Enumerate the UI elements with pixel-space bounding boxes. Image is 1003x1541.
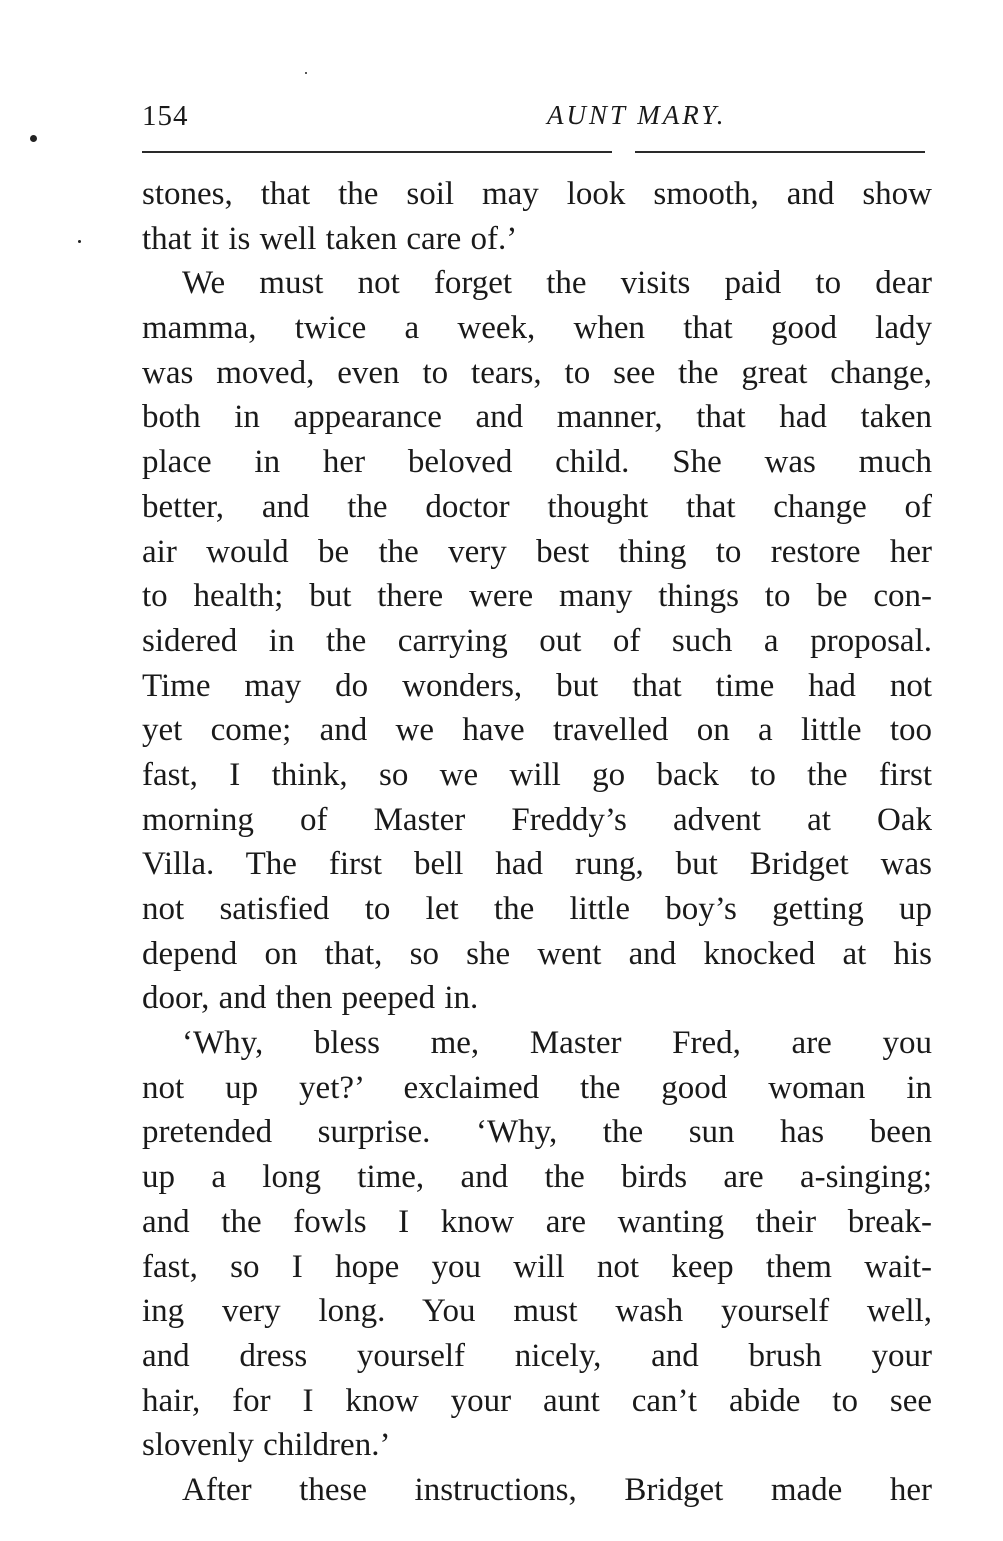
text-line: yet come; and we have travelled on a little too: [142, 712, 932, 749]
text-line: ing very long. You must wash yourself well,: [142, 1293, 932, 1330]
text-line: After these instructions, Bridget made her: [182, 1471, 932, 1508]
text-line: air would be the very best thing to restore her: [142, 533, 932, 570]
text-line: and the fowls I know are wanting their break-: [142, 1203, 932, 1240]
text-line: both in appearance and manner, that had taken: [142, 399, 932, 436]
text-line: place in her beloved child. She was much: [142, 444, 932, 481]
text-line: Time may do wonders, but that time had not: [142, 667, 932, 704]
text-line: not up yet?’ exclaimed the good woman in: [142, 1069, 932, 1106]
margin-speck: [30, 135, 37, 142]
text-line: door, and then peeped in.: [142, 980, 479, 1017]
text-line: mamma, twice a week, when that good lady: [142, 310, 932, 347]
text-line: and dress yourself nicely, and brush your: [142, 1337, 932, 1374]
text-line: up a long time, and the birds are a-singing;: [142, 1159, 932, 1196]
text-line: pretended surprise. ‘Why, the sun has been: [142, 1114, 932, 1151]
text-line: ‘Why, bless me, Master Fred, are you: [182, 1025, 932, 1062]
header-rule-right: [635, 151, 925, 153]
text-line: morning of Master Freddy’s advent at Oak: [142, 801, 932, 838]
text-line: to health; but there were many things to be con-: [142, 578, 932, 615]
text-line: not satisfied to let the little boy’s getting up: [142, 891, 932, 927]
text-line: fast, I think, so we will go back to the first: [142, 756, 932, 793]
text-line: that it is well taken care of.’: [142, 220, 518, 257]
text-line: hair, for I know your aunt can’t abide to see: [142, 1382, 932, 1419]
text-line: slovenly children.’: [142, 1427, 391, 1464]
text-line: fast, so I hope you will not keep them wait-: [142, 1248, 932, 1285]
running-title: AUNT MARY.: [547, 100, 727, 130]
text-line: Villa. The first bell had rung, but Bridget was: [142, 846, 932, 883]
text-line: We must not forget the visits paid to dear: [182, 265, 932, 302]
text-line: was moved, even to tears, to see the great change,: [142, 354, 932, 391]
header-rule-left: [142, 151, 612, 153]
margin-speck: [78, 240, 81, 243]
running-header: [142, 100, 927, 140]
text-line: depend on that, so she went and knocked at his: [142, 935, 932, 972]
margin-speck: [305, 72, 307, 74]
body-text: [142, 172, 932, 1513]
text-line: stones, that the soil may look smooth, and show: [142, 176, 932, 212]
text-line: better, and the doctor thought that change of: [142, 488, 932, 525]
page-number: 154: [142, 100, 189, 132]
text-line: sidered in the carrying out of such a proposal.: [142, 622, 932, 659]
